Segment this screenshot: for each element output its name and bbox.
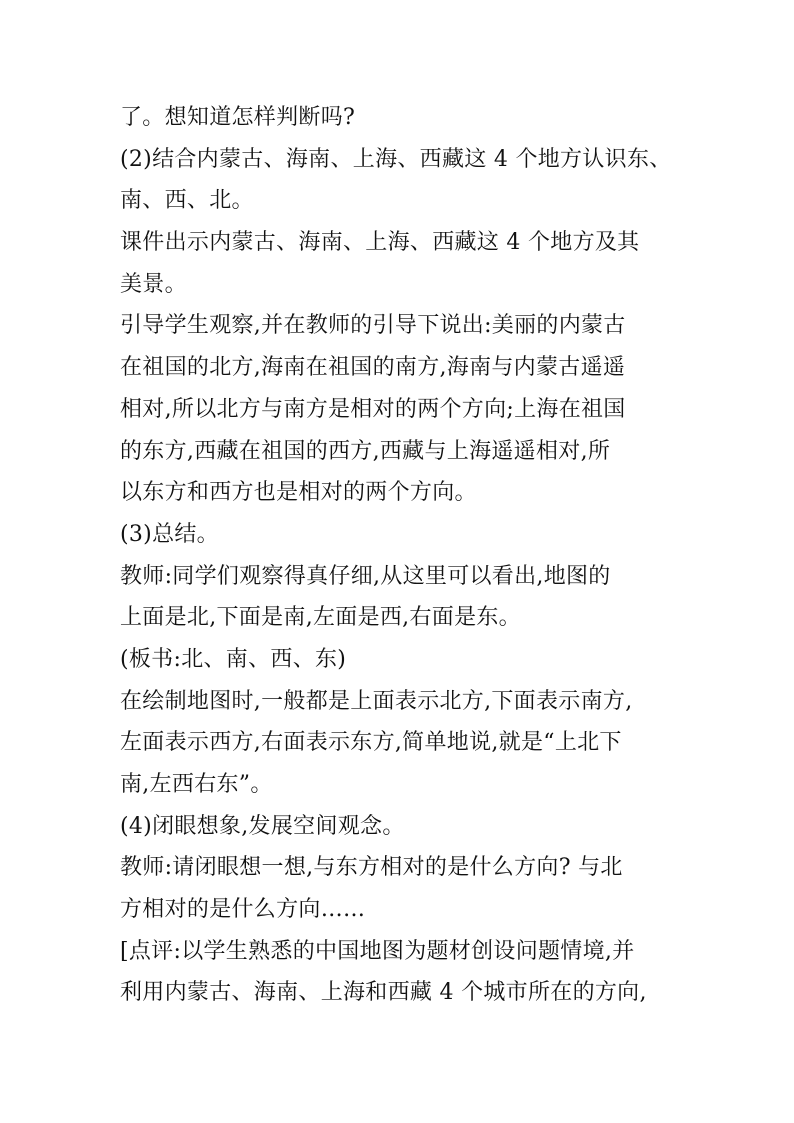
text-line: 上面是北,下面是南,左面是西,右面是东。 — [120, 605, 521, 631]
text-line: (4)闭眼想象,发展空间观念。 — [120, 813, 405, 839]
body-text — [120, 97, 680, 1014]
text-line: 引导学生观察,并在教师的引导下说出:美丽的内蒙古 — [120, 313, 626, 339]
text-line: 美景。 — [120, 271, 187, 297]
text-line: 南、西、北。 — [120, 188, 254, 214]
text-line: 课件出示内蒙古、海南、上海、西藏这 4 个地方及其 — [120, 230, 640, 256]
text-line: 南,左西右东”。 — [120, 772, 273, 797]
text-line: (3)总结。 — [120, 521, 219, 547]
text-line: 相对,所以北方与南方是相对的两个方向;上海在祖国 — [120, 396, 626, 422]
text-line: 了。想知道怎样判断吗? — [120, 105, 356, 130]
text-line: 在绘制地图时,一般都是上面表示北方,下面表示南方, — [120, 688, 633, 714]
text-line: 在祖国的北方,海南在祖国的南方,海南与内蒙古遥遥 — [120, 355, 626, 381]
text-line: 方相对的是什么方向…… — [120, 897, 366, 923]
text-line: 的东方,西藏在祖国的西方,西藏与上海遥遥相对,所 — [120, 438, 611, 464]
text-line: 教师:同学们观察得真仔细,从这里可以看出,地图的 — [120, 563, 611, 589]
text-line: 左面表示西方,右面表示东方,简单地说,就是“上北下 — [120, 730, 622, 756]
text-line: 利用内蒙古、海南、上海和西藏 4 个城市所在的方向, — [120, 980, 647, 1006]
text-line: [点评:以学生熟悉的中国地图为题材创设问题情境,并 — [120, 938, 635, 964]
text-line: (2)结合内蒙古、海南、上海、西藏这 4 个地方认识东、 — [120, 146, 672, 172]
text-line: (板书:北、南、西、东) — [120, 646, 347, 672]
text-line: 教师:请闭眼想一想,与东方相对的是什么方向? 与北 — [120, 855, 623, 881]
text-line: 以东方和西方也是相对的两个方向。 — [120, 480, 477, 506]
